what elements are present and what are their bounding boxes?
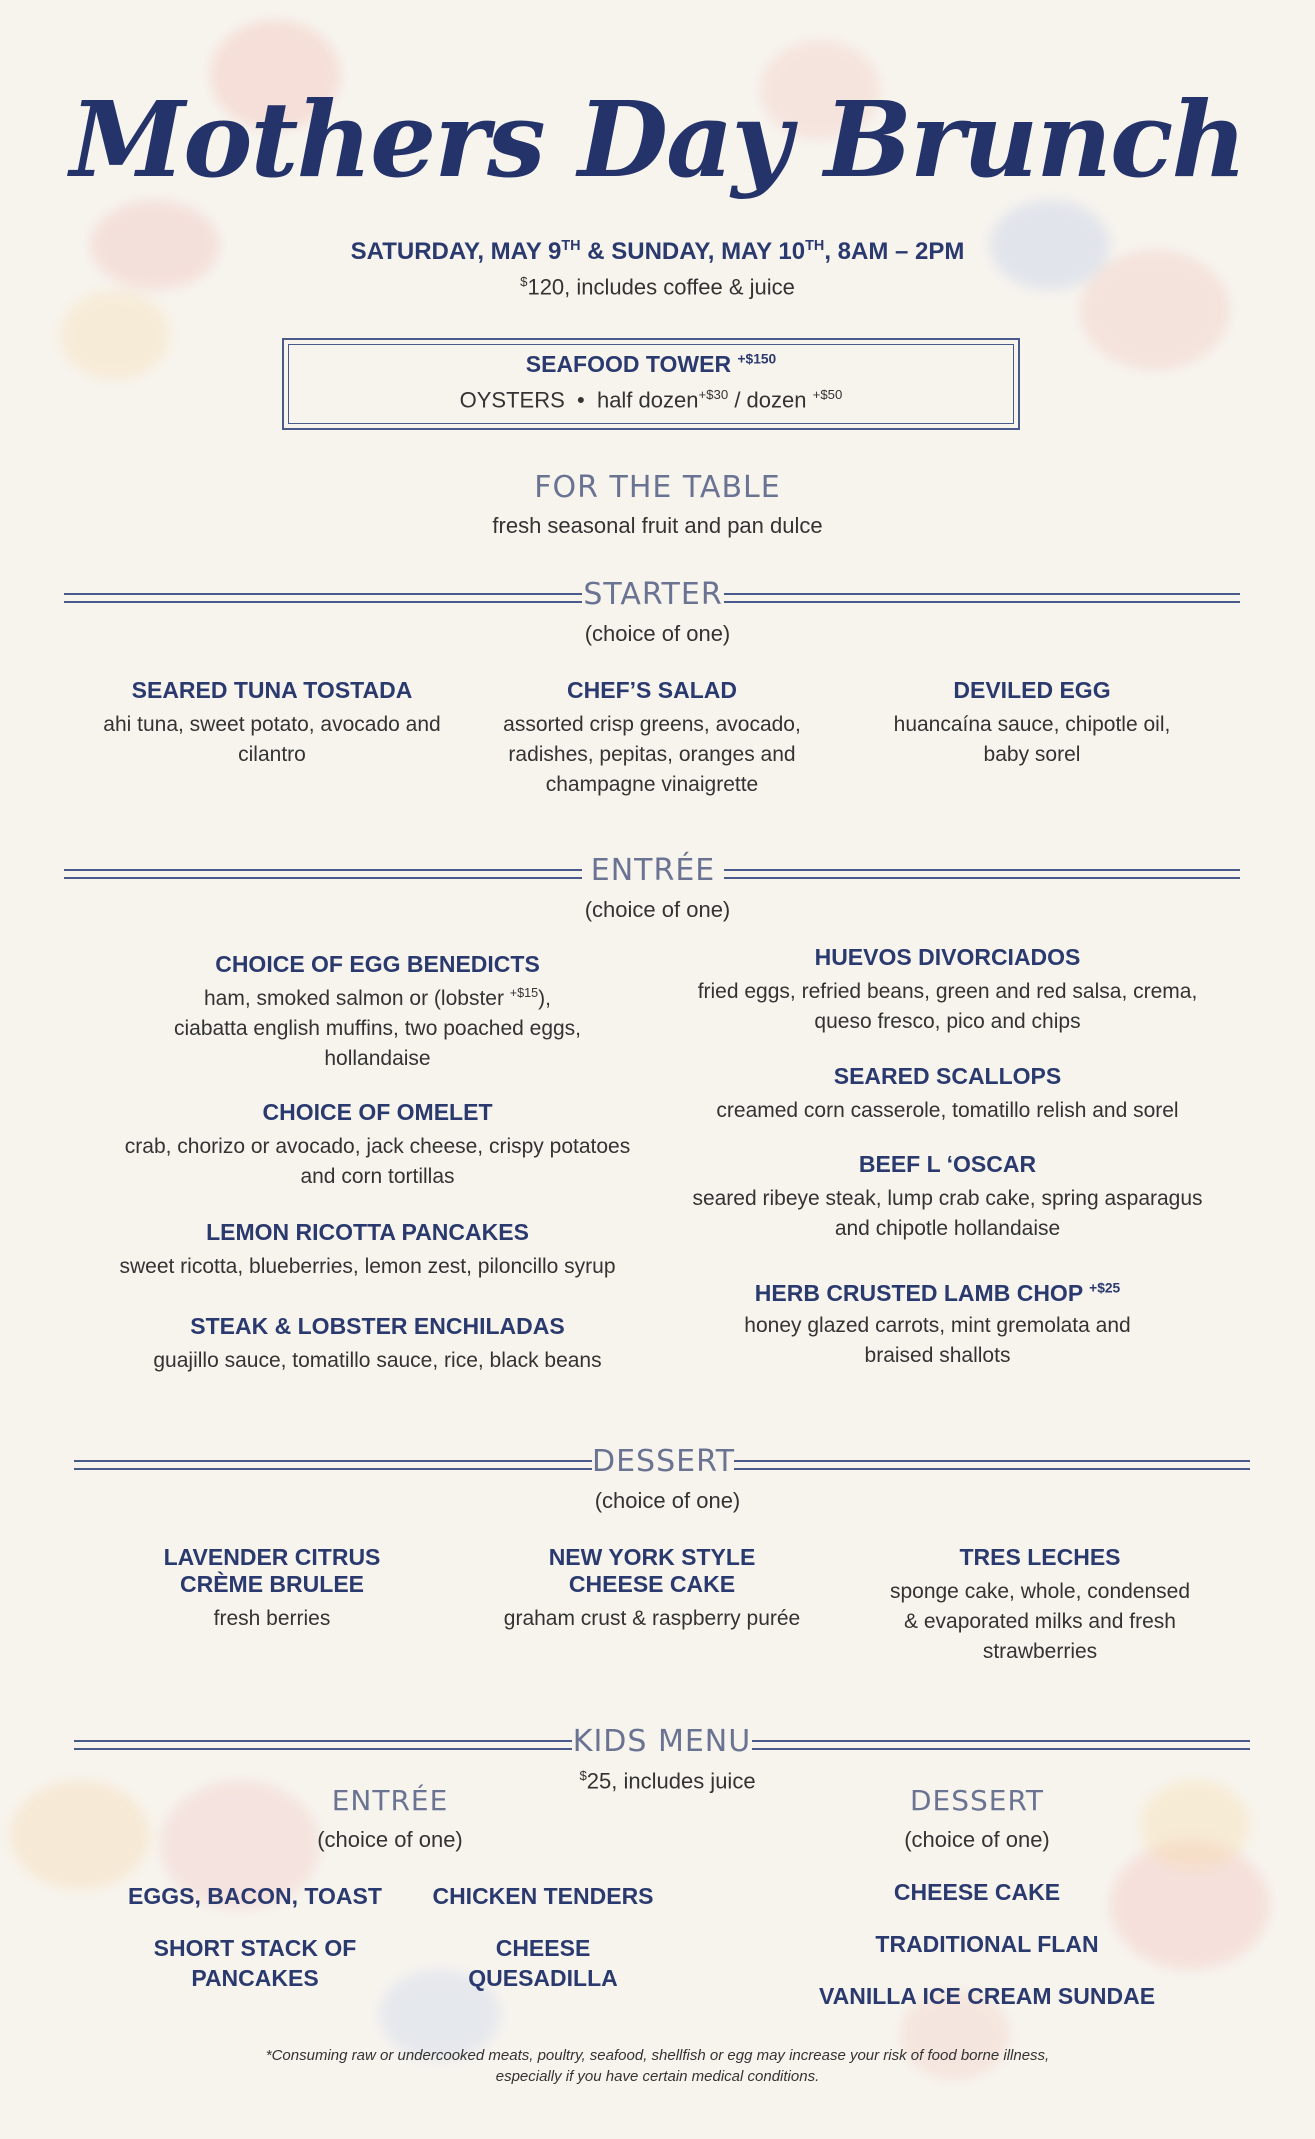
item-desc: and corn tortillas — [300, 1165, 455, 1188]
item-name: CHEESE — [495, 1935, 591, 1961]
divider-line — [74, 1460, 592, 1470]
item-desc: hollandaise — [324, 1047, 431, 1070]
starter-title: STARTER — [583, 577, 723, 612]
item-name: SEARED SCALLOPS — [833, 1063, 1062, 1089]
item-desc: guajillo sauce, tomatillo sauce, rice, black beans — [153, 1349, 602, 1372]
entree-subtitle: (choice of one) — [584, 897, 731, 922]
date-suffix: TH — [805, 238, 825, 254]
oysters-line — [284, 387, 1018, 413]
item-desc: sweet ricotta, blueberries, lemon zest, piloncillo syrup — [119, 1255, 616, 1278]
item-desc: strawberries — [982, 1640, 1098, 1663]
entree-title: ENTRÉE — [590, 853, 716, 888]
divider-line — [724, 869, 1240, 879]
item-desc: honey glazed carrots, mint gremolata and — [744, 1314, 1131, 1337]
seafood-tower-box — [282, 338, 1020, 430]
half-dozen-label: half dozen — [596, 387, 699, 413]
kids-dessert-item: CHEESE CAKE — [893, 1879, 1061, 1905]
item-name: DEVILED EGG — [953, 677, 1111, 703]
item-desc: baby sorel — [983, 743, 1081, 766]
entree-item — [670, 944, 1225, 1037]
seafood-tower-title — [284, 351, 1018, 378]
food-safety-disclaimer: especially if you have certain medical conditions. — [495, 2068, 820, 2085]
seafood-tower-price: +$150 — [737, 351, 777, 367]
item-name: SEARED TUNA TOSTADA — [131, 677, 413, 703]
event-hours: , 8AM – 2PM — [824, 238, 965, 265]
item-desc: sponge cake, whole, condensed — [889, 1580, 1191, 1603]
divider-line — [64, 869, 582, 879]
divider-line — [64, 593, 582, 603]
kids-entree-item: CHICKEN TENDERS — [432, 1883, 654, 1909]
event-dates — [0, 238, 1315, 266]
kids-dessert-title: DESSERT — [909, 1784, 1044, 1817]
price-text: 25, includes juice — [586, 1768, 756, 1794]
date-suffix: TH — [561, 238, 581, 254]
divider-line — [74, 1740, 572, 1750]
entree-item — [100, 1099, 655, 1192]
kids-entree-title: ENTRÉE — [331, 1784, 449, 1817]
item-desc: radishes, pepitas, oranges and — [508, 743, 796, 766]
item-desc: ahi tuna, sweet potato, avocado and — [103, 713, 441, 736]
item-name: CHEF’S SALAD — [567, 677, 737, 703]
item-desc: fresh berries — [213, 1607, 331, 1630]
item-desc: ciabatta english muffins, two poached eggs, — [173, 1017, 582, 1040]
item-name: SHORT STACK OF — [153, 1935, 357, 1961]
oysters-label: OYSTERS — [459, 387, 565, 413]
kids-menu-title: KIDS MENU — [572, 1724, 752, 1759]
currency-sign: $ — [520, 274, 528, 289]
food-safety-disclaimer: *Consuming raw or undercooked meats, poultry, seafood, shellfish or egg may increase your risk of food borne illness, — [265, 2047, 1050, 2064]
bullet-separator: • — [577, 387, 585, 413]
item-desc: queso fresco, pico and chips — [814, 1010, 1081, 1033]
item-name: HERB CRUSTED LAMB CHOP — [754, 1280, 1083, 1306]
item-desc: ), — [538, 987, 551, 1010]
starter-item — [72, 677, 472, 770]
date-sunday: & SUNDAY, MAY 10 — [580, 238, 806, 265]
dessert-subtitle: (choice of one) — [594, 1488, 741, 1513]
divider-line — [724, 593, 1240, 603]
item-desc: graham crust & raspberry purée — [503, 1607, 801, 1630]
item-name: CHOICE OF OMELET — [262, 1099, 493, 1125]
item-desc: cilantro — [238, 743, 306, 766]
item-desc: assorted crisp greens, avocado, — [503, 713, 801, 736]
event-price — [0, 274, 1315, 300]
item-desc: and chipotle hollandaise — [834, 1217, 1061, 1240]
dessert-item — [72, 1544, 472, 1634]
divider-line — [734, 1460, 1250, 1470]
entree-item — [670, 1151, 1225, 1244]
starter-item — [832, 677, 1232, 770]
item-desc: ham, smoked salmon or (lobster — [204, 987, 510, 1010]
dessert-item — [452, 1544, 852, 1634]
item-upcharge: +$25 — [1089, 1280, 1121, 1296]
item-desc: braised shallots — [864, 1344, 1011, 1367]
item-name: BEEF L ‘OSCAR — [858, 1151, 1037, 1177]
entree-item — [660, 1280, 1215, 1371]
item-name: PANCAKES — [191, 1965, 319, 1991]
kids-entree-subtitle: (choice of one) — [317, 1827, 463, 1852]
for-the-table-desc: fresh seasonal fruit and pan dulce — [492, 513, 823, 538]
dessert-title: DESSERT — [592, 1444, 736, 1479]
kids-entree-item — [95, 1933, 415, 1993]
item-name: NEW YORK STYLE — [548, 1544, 756, 1570]
item-desc: champagne vinaigrette — [545, 773, 759, 796]
item-desc: huancaína sauce, chipotle oil, — [893, 713, 1171, 736]
entree-item — [670, 1063, 1225, 1126]
for-the-table-title: FOR THE TABLE — [534, 470, 781, 505]
dozen-label: / dozen — [734, 387, 807, 413]
item-name: STEAK & LOBSTER ENCHILADAS — [190, 1313, 565, 1339]
item-name: HUEVOS DIVORCIADOS — [814, 944, 1081, 970]
item-name: QUESADILLA — [468, 1965, 618, 1991]
item-name: CHEESE CAKE — [568, 1571, 736, 1597]
item-desc: creamed corn casserole, tomatillo relish and sorel — [716, 1099, 1179, 1122]
item-name: LAVENDER CITRUS — [163, 1544, 381, 1570]
kids-dessert-item: VANILLA ICE CREAM SUNDAE — [818, 1983, 1156, 2009]
item-desc: crab, chorizo or avocado, jack cheese, crispy potatoes — [124, 1135, 631, 1158]
kids-entree-item — [393, 1933, 693, 1993]
kids-dessert-subtitle: (choice of one) — [904, 1827, 1050, 1852]
item-desc: & evaporated milks and fresh — [904, 1610, 1176, 1633]
item-name: LEMON RICOTTA PANCAKES — [206, 1219, 529, 1245]
item-desc: seared ribeye steak, lump crab cake, spring asparagus — [692, 1187, 1203, 1210]
currency-sign: $ — [579, 1768, 587, 1783]
half-dozen-price: +$30 — [698, 387, 729, 402]
starter-subtitle: (choice of one) — [584, 621, 731, 646]
price-text: 120, includes coffee & juice — [527, 274, 795, 300]
entree-item — [100, 1313, 655, 1376]
kids-entree-item: EGGS, BACON, TOAST — [128, 1883, 382, 1909]
date-saturday: SATURDAY, MAY 9 — [350, 238, 562, 265]
divider-line — [752, 1740, 1250, 1750]
starter-item — [452, 677, 852, 800]
dozen-price: +$50 — [812, 387, 843, 402]
dessert-item — [840, 1544, 1240, 1667]
entree-item — [100, 951, 655, 1074]
item-name: TRES LECHES — [959, 1544, 1121, 1570]
item-desc: fried eggs, refried beans, green and red salsa, crema, — [697, 980, 1198, 1003]
seafood-tower-name: SEAFOOD TOWER — [525, 351, 732, 377]
item-name: CRÈME BRULEE — [179, 1571, 364, 1597]
item-name: CHOICE OF EGG BENEDICTS — [215, 951, 540, 977]
kids-dessert-item: TRADITIONAL FLAN — [875, 1931, 1099, 1957]
entree-item — [90, 1219, 645, 1282]
item-upcharge: +$15 — [509, 986, 539, 1000]
menu-title: Mothers Day Brunch — [70, 78, 1245, 201]
